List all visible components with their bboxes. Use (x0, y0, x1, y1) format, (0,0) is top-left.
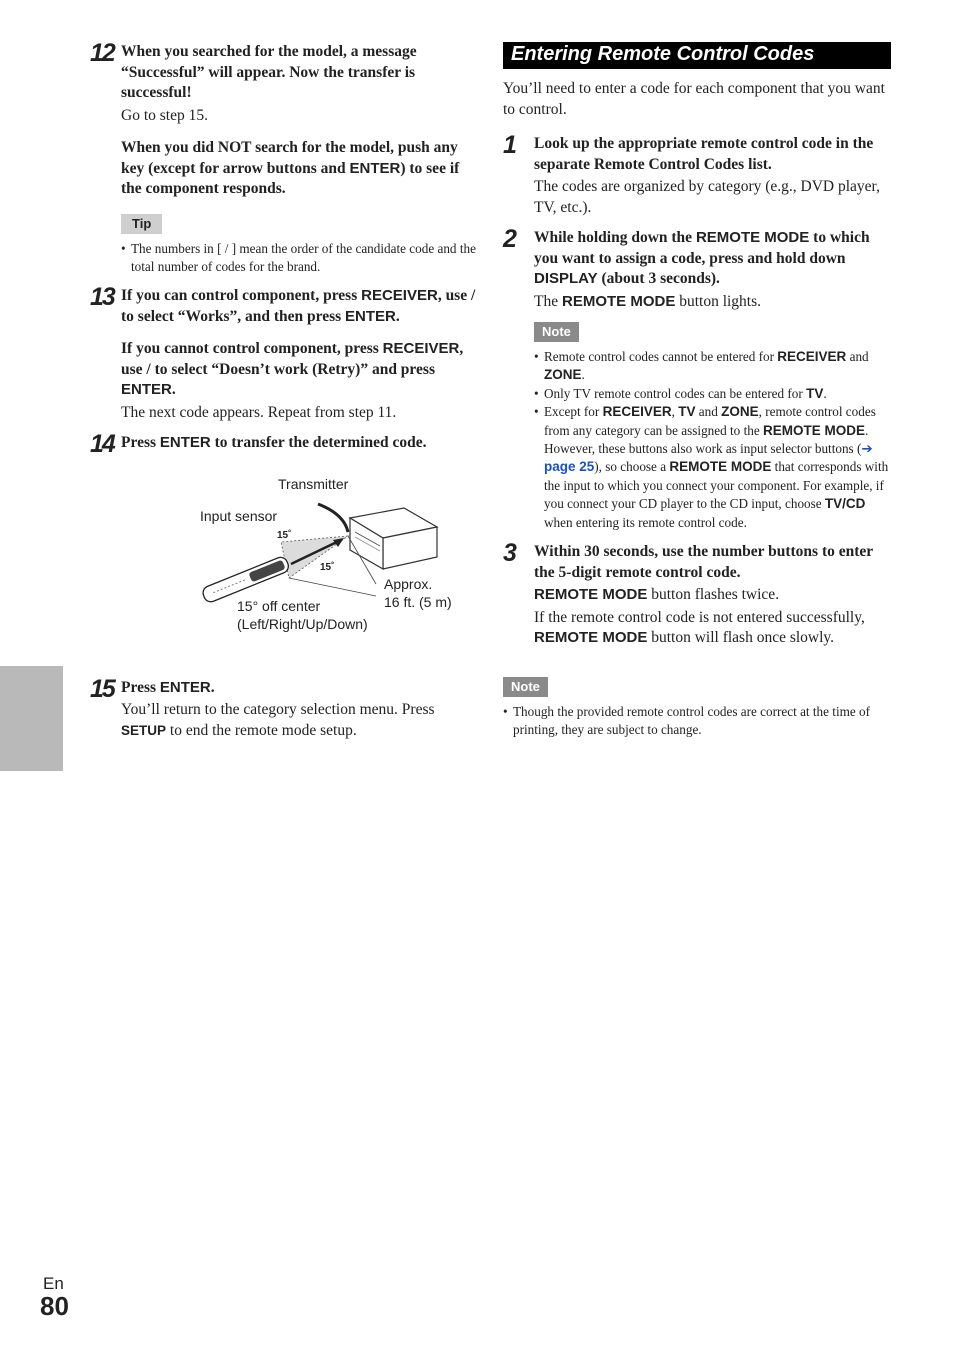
key-remote-mode: REMOTE MODE (534, 586, 648, 604)
step-14-instruction: Press ENTER to transfer the determined code. (121, 434, 427, 452)
step-1-note: The codes are organized by category (e.g., DVD player, TV, etc.). (534, 178, 880, 216)
section-intro: You’ll need to enter a code for each component that you want to control. (503, 80, 885, 118)
step-3-note: REMOTE MODE button flashes twice. (534, 586, 780, 604)
step-14 (90, 430, 480, 459)
section-title: Entering Remote Control Codes (503, 42, 891, 69)
step-2 (503, 225, 891, 532)
key-enter: ENTER (349, 159, 401, 177)
key-remote-mode: REMOTE MODE (534, 629, 648, 647)
step-number: 3 (503, 539, 515, 568)
angle-label: 15˚ (320, 561, 335, 573)
tip-list (121, 240, 480, 277)
off-center-label: 15° off center (237, 597, 321, 614)
step-12 (90, 39, 480, 200)
tip-block (121, 214, 480, 277)
note-item: • Except for RECEIVER, TV and ZONE, remote control codes from any category can be assigned to the REMOTE MODE. However, these buttons also work as input selector buttons (➔ page 25), so choose a REMOTE MODE that corresponds with the input to which you connect your component. For example, if you connect your CD player to the CD input, choose TV/CD when entering its remote control code. (534, 403, 891, 532)
key-receiver: RECEIVER (361, 287, 438, 305)
step-15 (90, 674, 480, 742)
step-number: 13 (90, 283, 114, 312)
remote-range-diagram (86, 474, 476, 664)
angle-label: 15˚ (277, 529, 292, 541)
key-display: DISPLAY (534, 270, 598, 287)
step-number: 14 (90, 430, 114, 459)
step-12-note: Go to step 15. (121, 106, 208, 124)
note-label: Note (534, 322, 579, 342)
step-15-note: You’ll return to the category selection menu. Press SETUP to end the remote mode setup. (121, 701, 435, 739)
step-3 (503, 539, 891, 649)
step-number: 1 (503, 131, 515, 159)
transmitter-pointer (318, 504, 348, 532)
note-block (534, 322, 891, 532)
page-number: 80 (40, 1291, 69, 1321)
distance-label: 16 ft. (5 m) (384, 593, 452, 610)
note-list (534, 348, 891, 532)
step-12-alt-instruction: When you did NOT search for the model, push any key (except for arrow buttons and ENTER) to see if the component responds. (121, 139, 460, 197)
directions-label: (Left/Right/Up/Down) (237, 615, 368, 632)
step-number: 2 (503, 225, 515, 253)
key-setup: SETUP (121, 722, 167, 738)
note-list (503, 703, 891, 740)
key-remote-mode: REMOTE MODE (561, 292, 676, 310)
key-enter: ENTER (159, 434, 211, 452)
key-enter: ENTER (121, 381, 172, 399)
left-column (90, 39, 480, 747)
note-item: • Remote control codes cannot be entered for RECEIVER and ZONE. (534, 348, 891, 385)
note-label: Note (503, 677, 548, 697)
step-13-instruction: If you can control component, press RECEIVER, use / to select “Works”, and then press ENTER. (121, 287, 476, 325)
step-13 (90, 283, 480, 423)
step-13-note: The next code appears. Repeat from step 11. (121, 403, 397, 421)
key-enter: ENTER (345, 307, 396, 325)
remote-range-illustration (86, 474, 476, 664)
footer-language: En (43, 1274, 64, 1293)
step-15-instruction: Press ENTER. (121, 678, 215, 696)
transmitter-label: Transmitter (278, 475, 349, 492)
input-sensor-label: Input sensor (200, 507, 278, 524)
key-remote-mode: REMOTE MODE (695, 229, 810, 246)
step-3-instruction: Within 30 seconds, use the number buttons to enter the 5-digit remote control code. (534, 543, 873, 581)
note-item: • Though the provided remote control codes are correct at the time of printing, they are subject to change. (503, 703, 891, 740)
step-3-note-2: If the remote control code is not entered successfully, REMOTE MODE button will flash once slowly. (534, 608, 865, 647)
tip-item: • The numbers in [ / ] mean the order of the candidate code and the total number of codes for the brand. (121, 240, 480, 277)
step-2-note: The REMOTE MODE button lights. (534, 292, 762, 310)
note-block-2 (503, 677, 891, 740)
step-2-instruction: While holding down the REMOTE MODE to which you want to assign a code, press and hold down DISPLAY (about 3 seconds). (534, 229, 870, 287)
side-tab (0, 666, 63, 771)
step-12-instruction: When you searched for the model, a message “Successful” will appear. Now the transfer is successful! (121, 43, 417, 101)
tip-label: Tip (121, 214, 162, 234)
key-receiver: RECEIVER (382, 340, 460, 358)
right-column (503, 42, 891, 739)
note-item: • Only TV remote control codes can be entered for TV. (534, 385, 891, 403)
step-number: 15 (90, 674, 114, 703)
step-1-instruction: Look up the appropriate remote control code in the separate Remote Control Codes list. (534, 135, 874, 173)
step-13-alt-instruction: If you cannot control component, press RECEIVER, use / to select “Doesn’t work (Retry)” and press ENTER. (121, 340, 464, 399)
remote-control-shape (201, 555, 290, 604)
step-1 (503, 131, 891, 218)
key-enter: ENTER (159, 678, 211, 696)
page-25-link[interactable]: ➔ page 25 (544, 441, 873, 475)
approx-label: Approx. (384, 575, 433, 592)
step-number: 12 (90, 39, 114, 67)
